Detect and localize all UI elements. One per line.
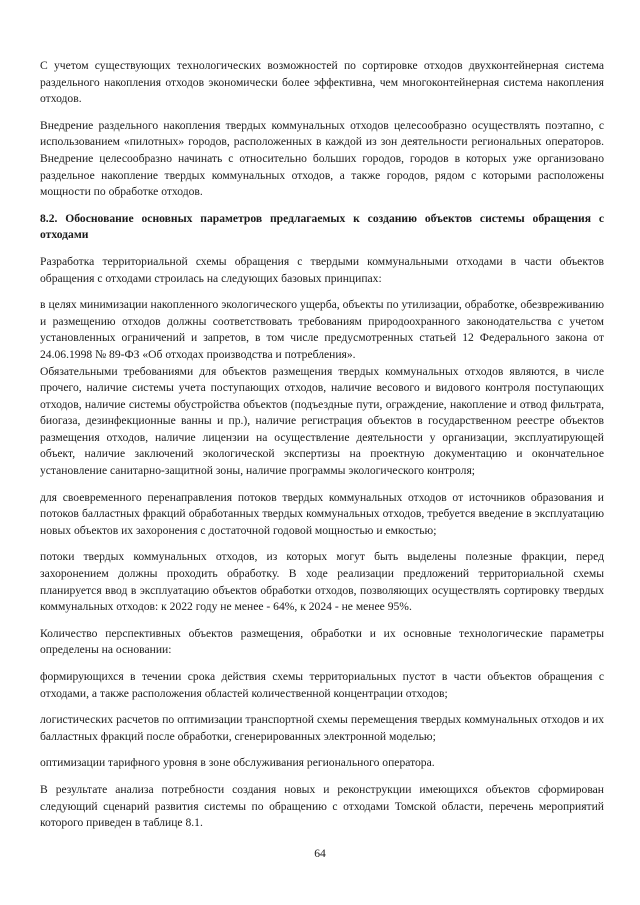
paragraph-parameters-basis: Количество перспективных объектов размещения, обработки и их основные технологические параметры определены на основании: <box>40 626 604 657</box>
paragraph-separate-collection: Внедрение раздельного накопления твердых коммунальных отходов целесообразно осуществлять поэтапно, с использованием «пилотных» городов, расположенных в каждой из зон деятельности региональных операторов. Внедрение целесообразно начинать с относительно больших городов, городов в которых уже организовано раздельное накопление твердых коммунальных отходов, а также городов, рядом с которыми расположены мощности по обработке отходов. <box>40 118 604 199</box>
paragraph-principle-redirection: для своевременного перенаправления потоков твердых коммунальных отходов от источников образования и потоков балластных фракций обработанных твердых коммунальных отходов, требуется введение в эксплуатацию новых объектов их захоронения с достаточной годовой мощностью и емкостью; <box>40 490 604 537</box>
paragraph-container-system: С учетом существующих технологических возможностей по сортировке отходов двухконтейнерная система раздельного накопления отходов экономически более эффективна, чем многоконтейнерная система накопления отходов. <box>40 59 604 106</box>
paragraph-principles-intro: Разработка территориальной схемы обращения с твердыми коммунальными отходами в части объектов обращения с отходами строилась на следующих базовых принципах: <box>40 254 604 285</box>
paragraph-principle-processing: потоки твердых коммунальных отходов, из которых могут быть выделены полезные фракции, перед захоронением должны проходить обработку. В ходе реализации предложений территориальной схемы планируется ввод в эксплуатацию объектов обработки отходов, позволяющих осуществлять сортировку твердых коммунальных отходов: к 2022 году не менее - 64%, к 2024 - не менее 95%. <box>40 550 604 614</box>
page-number: 64 <box>314 847 326 860</box>
paragraph-basis-tariff: оптимизации тарифного уровня в зоне обслуживания регионального оператора. <box>40 756 435 770</box>
paragraph-mandatory-requirements: Обязательными требованиями для объектов размещения твердых коммунальных отходов являются, в числе прочего, наличие системы учета поступающих отходов, наличие весового и видового контроля поступающих отходов, наличие системы обустройства объектов (подъездные пути, ограждение, накопление и отвод фильтрата, биогаза, дезинфекционные ванны и пр.), наличие регистрация объектов в государственном реестре объектов размещения отходов, наличие лицензии на осуществление деятельности у организации, эксплуатирующей объект, наличие заключений экологической экспертизы на проектную документацию и окончательное установление санитарно-защитной зоны, наличие программы экологического контроля; <box>40 364 604 478</box>
section-heading: 8.2. Обоснование основных параметров предлагаемых к созданию объектов системы обращения с отходами <box>40 211 604 242</box>
paragraph-scenario: В результате анализа потребности создания новых и реконструкции имеющихся объектов сформирован следующий сценарий развития системы по обращению с отходами Томской области, перечень мероприятий которого приведен в таблице 8.1. <box>40 782 604 830</box>
paragraph-principle-damage: в целях минимизации накопленного экологического ущерба, объекты по утилизации, обработке, обезвреживанию и размещению отходов должны соответствовать требованиям природоохранного законодательства с учетом установленных ограничений и запретов, в том числе предусмотренных статьей 12 Федерального закона от 24.06.1998 № 89-ФЗ «Об отходах производства и потребления». <box>40 298 604 361</box>
paragraph-basis-logistics: логистических расчетов по оптимизации транспортной схемы перемещения твердых коммунальных отходов и их балластных фракций после обработки, сгенерированных электронной моделью; <box>40 713 604 743</box>
paragraph-basis-voids: формирующихся в течении срока действия схемы территориальных пустот в части объектов обращения с отходами, а также расположения областей количественной концентрации отходов; <box>40 670 604 700</box>
